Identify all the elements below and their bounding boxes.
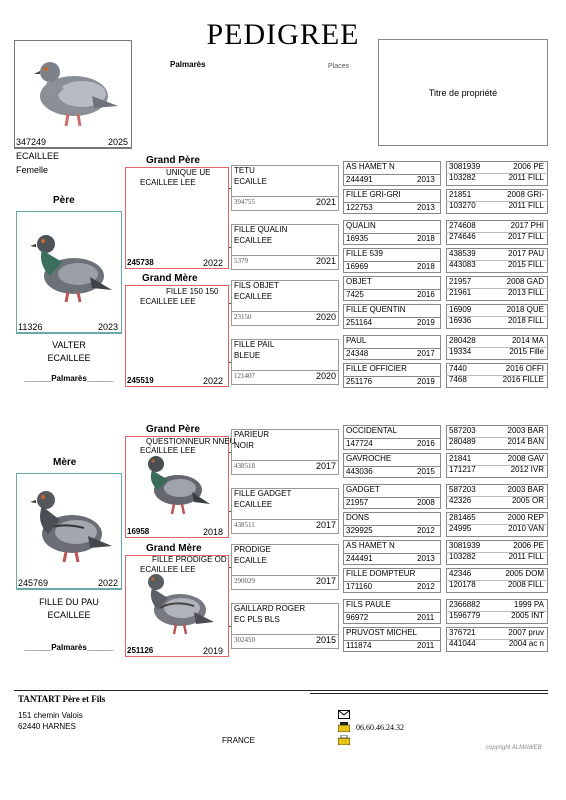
mother-g4-divider <box>343 581 441 582</box>
father-gp-ring: 245738 <box>127 258 154 267</box>
father-g4-name: PAUL <box>346 336 367 345</box>
mother-g5-ring-b: 280489 <box>449 437 476 446</box>
mother-gm-line2: ECAILLEE LEE <box>140 565 196 574</box>
mother-g5-year-b: 2011 FILL <box>508 552 544 561</box>
owner-city: 62440 HARNES <box>18 722 76 731</box>
father-g5-ring-a: 3081939 <box>449 162 481 171</box>
mother-g4-ring: 171160 <box>346 582 373 591</box>
fax-icon <box>338 735 350 745</box>
mother-g4-year: 2011 <box>417 613 435 622</box>
mother-g4-name: FILLE DOMPTEUR <box>346 569 416 578</box>
mother-g5-year-a: 2000 REP <box>507 513 544 522</box>
father-color: ECAILLEE <box>47 353 91 363</box>
mother-g5-year-a: 2003 BAR <box>507 485 544 494</box>
father-g3-name: FILLE PAIL <box>234 340 275 349</box>
father-g4-divider <box>343 233 441 234</box>
mother-gm-year: 2019 <box>203 646 224 656</box>
father-g4-ring: 16935 <box>346 234 369 243</box>
mother-g3-ring: 438511 <box>234 521 255 529</box>
mother-g3-color: EC PLS BLS <box>234 615 280 624</box>
mother-g5-divider <box>446 580 548 581</box>
father-g5-year-a: 2008 GRI- <box>507 190 544 199</box>
father-gp-line2: ECAILLEE LEE <box>140 178 196 187</box>
mother-g5-year-a: 2007 pruv <box>508 628 544 637</box>
father-g3-connector <box>229 247 231 248</box>
father-g4-divider <box>343 202 441 203</box>
father-g3-ring: 121407 <box>234 372 255 380</box>
father-gm-year: 2022 <box>203 376 224 386</box>
father-gm-ring: 245519 <box>127 376 154 385</box>
mother-g3-ring: 302450 <box>234 636 255 644</box>
mother-g3-color: ECAILLEE <box>234 500 273 509</box>
mother-g4-year: 2008 <box>417 498 435 507</box>
mother-g3-ring: 290029 <box>234 577 255 585</box>
father-g5-divider <box>446 316 548 317</box>
father-g4-divider <box>343 289 441 290</box>
father-g4-year: 2018 <box>417 234 435 243</box>
mother-g5-year-b: 2005 INT <box>511 611 544 620</box>
subject-sex: Femelle <box>16 165 49 175</box>
father-g3-divider <box>231 370 339 371</box>
mother-g5-ring-a: 587203 <box>449 485 476 494</box>
father-g5-divider <box>446 232 548 233</box>
father-name: VALTER <box>52 340 86 350</box>
mother-g3-divider <box>231 575 339 576</box>
father-g3-name: FILLE QUALIN <box>234 225 288 234</box>
mother-g4-name: FILS PAULE <box>346 600 391 609</box>
mother-g4-year: 2012 <box>417 582 435 591</box>
father-g3-color: ECAILLE <box>234 177 267 186</box>
father-g3-divider <box>231 311 339 312</box>
mother-g5-divider <box>446 611 548 612</box>
mother-gm-ring: 251126 <box>127 646 154 655</box>
mother-g5-year-b: 2004 ac n <box>508 639 544 648</box>
father-g5-divider <box>446 201 548 202</box>
mother-g4-ring: 244491 <box>346 554 373 563</box>
father-g5-ring-a: 438539 <box>449 249 476 258</box>
mother-g5-ring-b: 42326 <box>449 496 472 505</box>
mother-g5-divider <box>446 437 548 438</box>
page-title: PEDIGREE <box>206 18 360 51</box>
father-g5-year-a: 2016 OFFI <box>505 364 544 373</box>
mother-g4-divider <box>343 640 441 641</box>
mother-gp-pigeon-photo <box>136 448 212 520</box>
father-g4-ring: 251164 <box>346 318 373 327</box>
father-g4-name: FILLE OFFICIER <box>346 364 407 373</box>
mother-g4-year: 2013 <box>417 554 435 563</box>
father-g4-name: FILLE 539 <box>346 249 383 258</box>
mother-g5-ring-b: 171217 <box>449 465 476 474</box>
mother-g5-year-b: 2014 BAN <box>507 437 544 446</box>
mother-g5-divider <box>446 524 548 525</box>
mother-color: ECAILLEE <box>47 610 91 620</box>
owner-name: TANTART Père et Fils <box>18 694 106 704</box>
mother-g5-ring-a: 281465 <box>449 513 476 522</box>
mother-g5-ring-a: 376721 <box>449 628 476 637</box>
mother-g4-name: OCCIDENTAL <box>346 426 397 435</box>
mother-g5-year-a: 2005 DOM <box>505 569 544 578</box>
mother-g3-connector <box>229 511 231 512</box>
mother-g5-year-b: 2012 IVR <box>510 465 544 474</box>
mother-g4-ring: 147724 <box>346 439 373 448</box>
father-gm-label: Grand Mère <box>142 273 198 284</box>
father-g3-name: TETU <box>234 166 255 175</box>
mother-g5-divider <box>446 552 548 553</box>
mother-g4-ring: 443036 <box>346 467 373 476</box>
father-g4-divider <box>343 261 441 262</box>
mother-g4-divider <box>343 553 441 554</box>
mother-gp-year: 2018 <box>203 527 224 537</box>
father-g5-year-a: 2006 PE <box>513 162 544 171</box>
places-header: Places <box>328 63 350 70</box>
mother-g3-year: 2017 <box>316 520 337 530</box>
father-g5-ring-b: 103270 <box>449 201 476 210</box>
father-g5-year-b: 2017 FILL <box>507 232 544 241</box>
mother-g4-name: DONS <box>346 513 370 522</box>
mother-g4-name: AS HAMET N <box>346 541 395 550</box>
father-g4-year: 2016 <box>417 290 435 299</box>
father-g5-year-b: 2015 Fille <box>509 347 544 356</box>
father-g5-ring-a: 21851 <box>449 190 472 199</box>
father-g4-divider <box>343 317 441 318</box>
father-g5-year-b: 2011 FILL <box>508 201 544 210</box>
mother-g3-year: 2015 <box>316 635 337 645</box>
father-g5-divider <box>446 173 548 174</box>
email-icon <box>338 710 350 719</box>
mother-g3-year: 2017 <box>316 461 337 471</box>
mother-g4-name: GADGET <box>346 485 380 494</box>
owner-country: FRANCE <box>222 736 255 745</box>
father-g5-ring-b: 103282 <box>449 173 476 182</box>
father-g4-name: AS HAMET N <box>346 162 395 171</box>
mother-g5-ring-b: 441044 <box>449 639 476 648</box>
father-g3-color: ECAILLEE <box>234 292 273 301</box>
father-g3-connector <box>229 303 231 304</box>
father-g5-year-a: 2017 PHI <box>510 221 544 230</box>
mother-year: 2022 <box>98 578 119 588</box>
mother-g4-ring: 96972 <box>346 613 369 622</box>
mother-gp-line1: QUESTIONNEUR NNEU <box>146 437 236 446</box>
mother-gm-line1: FILLE PRODIGE OD <box>152 555 227 564</box>
father-g5-ring-b: 16936 <box>449 316 472 325</box>
father-g5-year-a: 2018 QUE <box>506 305 544 314</box>
subject-color: ECAILLEE <box>16 151 60 161</box>
father-g4-ring: 244491 <box>346 175 373 184</box>
mother-g3-divider <box>231 634 339 635</box>
subject-pigeon-photo <box>22 44 122 136</box>
mother-g3-color: ECAILLE <box>234 556 267 565</box>
father-g4-name: FILLE QUENTIN <box>346 305 406 314</box>
father-g5-ring-a: 274608 <box>449 221 476 230</box>
mother-g4-year: 2016 <box>417 439 435 448</box>
mother-pigeon-photo <box>24 482 114 568</box>
father-palmares: ______Palmarès______ <box>24 374 114 383</box>
mother-g5-ring-a: 42346 <box>449 569 472 578</box>
mother-g4-divider <box>343 497 441 498</box>
mother-gm-pigeon-photo <box>136 566 216 640</box>
father-g4-ring: 16969 <box>346 262 369 271</box>
mother-g5-ring-a: 2366882 <box>449 600 481 609</box>
father-g3-name: FILS OBJET <box>234 281 279 290</box>
mother-g3-ring: 438518 <box>234 462 255 470</box>
father-g5-ring-b: 443083 <box>449 260 476 269</box>
mother-g5-year-a: 1999 PA <box>513 600 544 609</box>
father-g4-year: 2018 <box>417 262 435 271</box>
father-g5-year-b: 2016 FILLE <box>502 375 544 384</box>
palmares-header: Palmarès <box>170 60 206 69</box>
father-g4-year: 2019 <box>417 377 435 386</box>
father-g5-year-a: 2014 MA <box>511 336 544 345</box>
mother-label: Mère <box>53 457 77 468</box>
owner-street: 151 chemin Valois <box>18 711 83 720</box>
mother-g3-color: NOIR <box>234 441 254 450</box>
mother-g5-ring-b: 1596779 <box>449 611 481 620</box>
mother-g3-name: GAILLARD ROGER <box>234 604 306 613</box>
father-gm-line2: ECAILLEE LEE <box>140 297 196 306</box>
mother-g3-divider <box>231 519 339 520</box>
father-gm-line1: FILLE 150 150 <box>166 287 219 296</box>
father-g4-year: 2019 <box>417 318 435 327</box>
father-g3-year: 2020 <box>316 312 337 322</box>
mother-g4-ring: 111874 <box>346 641 372 650</box>
father-g4-divider <box>343 348 441 349</box>
father-g4-divider <box>343 376 441 377</box>
father-g4-ring: 24348 <box>346 349 369 358</box>
subject-ring: 347249 <box>16 137 47 147</box>
mother-gp-label: Grand Père <box>146 424 200 435</box>
father-g4-name: QUALIN <box>346 221 376 230</box>
mother-g5-divider <box>446 465 548 466</box>
mother-g4-name: PRUVOST MICHEL <box>346 628 417 637</box>
father-g5-ring-a: 280428 <box>449 336 476 345</box>
father-g3-year: 2021 <box>316 256 337 266</box>
father-g3-ring: 23150 <box>234 313 252 321</box>
father-pigeon-photo <box>24 222 114 308</box>
mother-g4-year: 2011 <box>417 641 435 650</box>
mother-g4-divider <box>343 438 441 439</box>
father-g5-divider <box>446 347 548 348</box>
mother-g4-divider <box>343 612 441 613</box>
subject-year: 2025 <box>108 137 129 147</box>
father-g5-year-a: 2008 GAD <box>506 277 544 286</box>
mother-g5-ring-b: 103282 <box>449 552 476 561</box>
mother-g5-ring-b: 24995 <box>449 524 472 533</box>
mother-g5-year-a: 2008 GAV <box>507 454 544 463</box>
father-g5-ring-b: 21961 <box>449 288 472 297</box>
mother-g4-ring: 21957 <box>346 498 369 507</box>
father-g4-year: 2013 <box>417 203 435 212</box>
father-g3-ring: 394755 <box>234 198 255 206</box>
mother-g4-year: 2015 <box>417 467 435 476</box>
father-g5-divider <box>446 260 548 261</box>
father-g4-name: OBJET <box>346 277 372 286</box>
father-g4-ring: 122753 <box>346 203 373 212</box>
father-g5-year-b: 2011 FILL <box>508 173 544 182</box>
mother-g5-ring-b: 120178 <box>449 580 476 589</box>
father-g5-year-b: 2018 FILL <box>507 316 544 325</box>
copyright: copyright ALMAWEB <box>486 745 542 751</box>
owner-phone: 06.60.46.24.32 <box>356 723 404 732</box>
mother-g3-name: PARIEUR <box>234 430 269 439</box>
mother-g4-divider <box>343 525 441 526</box>
mother-g3-name: FILLE GADGET <box>234 489 292 498</box>
father-g5-ring-b: 274646 <box>449 232 476 241</box>
father-g3-color: BLEUE <box>234 351 261 360</box>
mother-g5-ring-a: 21841 <box>449 454 472 463</box>
father-g3-connector <box>229 188 231 189</box>
father-g4-year: 2017 <box>417 349 435 358</box>
father-g5-year-a: 2017 PAU <box>508 249 544 258</box>
mother-g5-divider <box>446 496 548 497</box>
father-g5-year-b: 2015 FILL <box>507 260 544 269</box>
father-g4-ring: 7425 <box>346 290 364 299</box>
mother-g3-connector <box>229 626 231 627</box>
father-g4-divider <box>343 174 441 175</box>
father-g5-ring-b: 19334 <box>449 347 472 356</box>
father-gp-label: Grand Père <box>146 155 200 166</box>
mother-g3-year: 2017 <box>316 576 337 586</box>
father-year: 2023 <box>98 322 119 332</box>
father-g4-ring: 251176 <box>346 377 373 386</box>
father-g5-ring-b: 7468 <box>449 375 467 384</box>
mother-g5-year-b: 2008 FILL <box>507 580 544 589</box>
mother-gp-ring: 16958 <box>127 527 150 536</box>
father-g3-color: ECAILLEE <box>234 236 273 245</box>
father-g3-year: 2020 <box>316 371 337 381</box>
father-g3-divider <box>231 196 339 197</box>
father-g3-ring: 5379 <box>234 257 248 265</box>
mother-g4-divider <box>343 466 441 467</box>
father-g3-connector <box>229 362 231 363</box>
mother-g4-ring: 329925 <box>346 526 373 535</box>
father-g5-divider <box>446 375 548 376</box>
father-ring: 11326 <box>18 322 43 332</box>
mother-palmares: ______Palmarès______ <box>24 643 114 652</box>
father-g5-ring-a: 16909 <box>449 305 472 314</box>
mother-g3-name: PRODIGE <box>234 545 271 554</box>
mother-gm-label: Grand Mère <box>146 543 202 554</box>
mother-g5-year-b: 2005 OR <box>511 496 544 505</box>
father-g4-name: FILLE GRI-GRI <box>346 190 401 199</box>
mother-g5-year-a: 2003 BAR <box>507 426 544 435</box>
father-g5-divider <box>446 288 548 289</box>
mother-g5-ring-a: 587203 <box>449 426 476 435</box>
mother-g5-ring-a: 3081939 <box>449 541 481 550</box>
father-gp-year: 2022 <box>203 258 224 268</box>
father-g5-year-b: 2013 FILL <box>507 288 544 297</box>
father-g3-year: 2021 <box>316 197 337 207</box>
mother-g3-connector <box>229 567 231 568</box>
mother-ring: 245769 <box>18 578 49 588</box>
father-g4-year: 2013 <box>417 175 435 184</box>
father-label: Père <box>53 195 75 206</box>
mother-g4-name: GAVROCHE <box>346 454 392 463</box>
father-g5-ring-a: 7440 <box>449 364 467 373</box>
mother-g5-year-b: 2010 VAN <box>508 524 544 533</box>
mother-g3-divider <box>231 460 339 461</box>
mother-name: FILLE DU PAU <box>39 597 99 607</box>
mother-g4-year: 2012 <box>417 526 435 535</box>
mother-gp-line2: ECAILLEE LEE <box>140 446 196 455</box>
ownership-title: Titre de propriété <box>428 88 498 98</box>
father-g3-divider <box>231 255 339 256</box>
father-g5-ring-a: 21957 <box>449 277 472 286</box>
mother-g3-connector <box>229 452 231 453</box>
mother-g5-year-a: 2006 PE <box>513 541 544 550</box>
father-gp-line1: UNIQUE UE <box>166 168 211 177</box>
phone-icon <box>338 722 350 732</box>
mother-g5-divider <box>446 639 548 640</box>
